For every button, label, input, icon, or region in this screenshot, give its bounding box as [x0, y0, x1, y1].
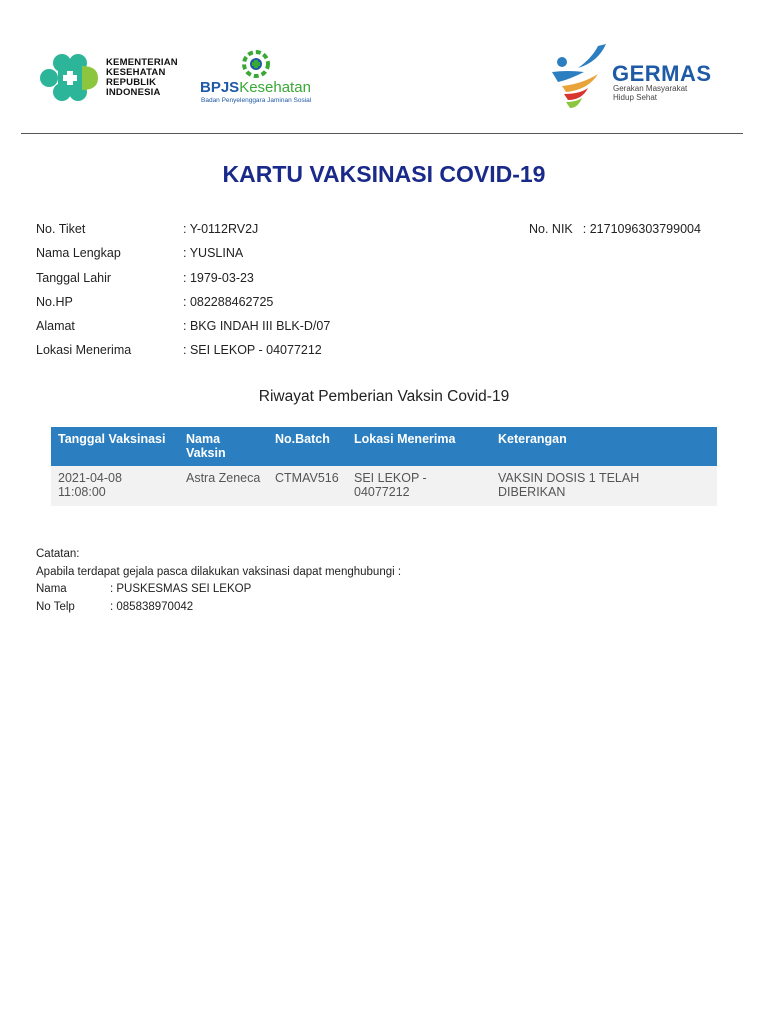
column-header-date: Tanggal Vaksinasi — [51, 427, 179, 466]
kemenkes-line: KESEHATAN — [106, 67, 166, 78]
contact-label: No Telp — [36, 600, 75, 613]
kemenkes-line: KEMENTERIAN — [106, 57, 178, 68]
info-value: : SEI LEKOP - 04077212 — [183, 343, 322, 358]
info-label: Lokasi Menerima — [36, 343, 132, 358]
info-value: : Y-0112RV2J — [183, 222, 259, 236]
bpjs-logo-icon — [235, 48, 277, 80]
column-header-notes: Keterangan — [491, 427, 717, 466]
page-title: KARTU VAKSINASI COVID-19 — [222, 161, 546, 187]
kemenkes-name — [106, 58, 178, 98]
table-cell: VAKSIN DOSIS 1 TELAH DIBERIKAN — [491, 466, 717, 506]
bpjs-tagline: Badan Penyelenggara Jaminan Sosial — [201, 97, 312, 104]
notes-text: Apabila terdapat gejala pasca dilakukan vaksinasi dapat menghubungi : — [36, 565, 402, 578]
contact-value: : PUSKESMAS SEI LEKOP — [110, 583, 252, 595]
document-header — [0, 0, 768, 134]
contact-name-row — [36, 583, 401, 601]
contact-phone-row — [36, 601, 401, 619]
bpjs-brand-part: BPJS — [200, 79, 240, 96]
germas-sub-line: Gerakan Masyarakat — [613, 84, 688, 93]
info-value: : 1979-03-23 — [183, 270, 254, 285]
nik-field — [529, 222, 701, 236]
info-label: Nama Lengkap — [36, 246, 121, 261]
history-title: Riwayat Pemberian Vaksin Covid-19 — [258, 388, 510, 405]
bpjs-brand — [200, 79, 311, 96]
header-divider — [21, 133, 743, 134]
table-row — [51, 466, 717, 506]
table-cell: SEI LEKOP - 04077212 — [347, 466, 491, 506]
vaccination-history-table — [51, 427, 717, 506]
germas-logo-icon — [548, 42, 614, 112]
table-header-row — [51, 427, 717, 466]
kemenkes-logo-icon — [38, 52, 102, 104]
contact-value: : 085838970042 — [110, 600, 194, 613]
info-label: Tanggal Lahir — [36, 270, 112, 285]
kemenkes-line: REPUBLIK — [106, 77, 157, 88]
contact-label: Nama — [36, 583, 67, 595]
info-label: No. Tiket — [36, 222, 86, 236]
table-cell: 2021-04-08 11:08:00 — [51, 466, 179, 506]
info-label: Alamat — [36, 319, 75, 334]
germas-sub-line: Hidup Sehat — [613, 93, 658, 102]
column-header-location: Lokasi Menerima — [347, 427, 491, 466]
table-cell: CTMAV516 — [268, 466, 347, 506]
column-header-vaccine: Nama Vaksin — [179, 427, 268, 466]
kemenkes-line: INDONESIA — [106, 87, 161, 98]
nik-value: : 2171096303799004 — [582, 222, 701, 236]
info-value: : YUSLINA — [183, 246, 244, 261]
table-cell: Astra Zeneca — [179, 466, 268, 506]
germas-title: GERMAS — [612, 61, 712, 86]
nik-label: No. NIK — [529, 222, 573, 236]
germas-subtitle — [613, 84, 723, 102]
info-value: : 082288462725 — [183, 294, 274, 309]
column-header-batch: No.Batch — [268, 427, 347, 466]
notes-heading: Catatan: — [36, 548, 80, 560]
notes-section — [36, 548, 401, 618]
bpjs-brand-part: Kesehatan — [239, 79, 311, 96]
info-value: : BKG INDAH III BLK-D/07 — [183, 319, 331, 334]
info-label: No.HP — [36, 294, 73, 309]
